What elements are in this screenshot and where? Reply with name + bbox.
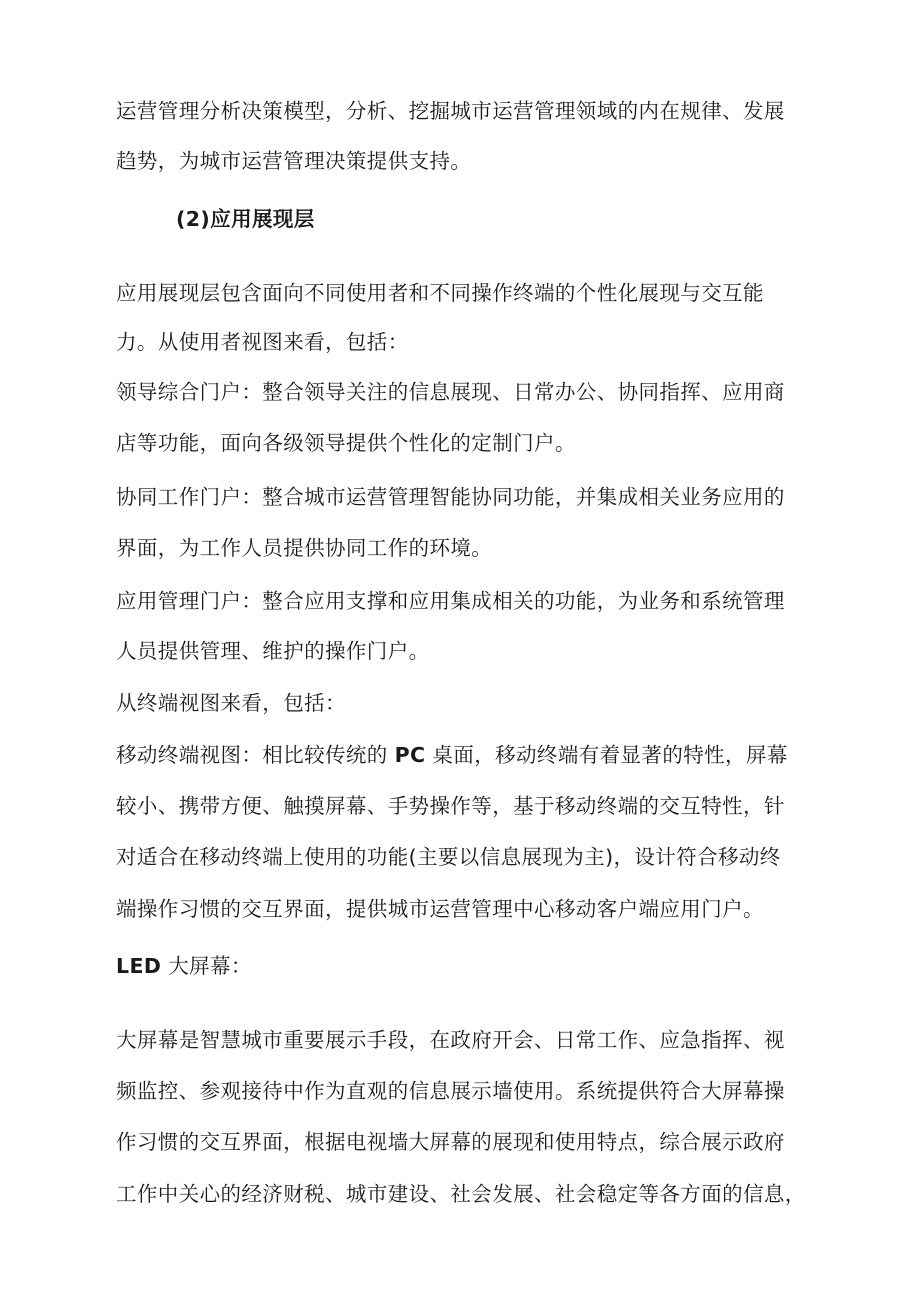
section-heading-text: (2)应用展现层 <box>176 207 315 231</box>
mobile-view-line-2: 较小、携带方便、触摸屏幕、手势操作等，基于移动终端的交互特性，针 <box>116 794 785 818</box>
collab-portal-line-2: 界面，为工作人员提供协同工作的环境。 <box>116 536 493 560</box>
leader-portal-line-2: 店等功能，面向各级领导提供个性化的定制门户。 <box>116 431 576 455</box>
paragraph-2-line-2: 力。从使用者视图来看，包括： <box>116 330 409 354</box>
paragraph-2-line-1: 应用展现层包含面向不同使用者和不同操作终端的个性化展现与交互能 <box>116 281 764 305</box>
mobile-view-line-4: 端操作习惯的交互界面，提供城市运营管理中心移动客户端应用门户。 <box>116 897 764 921</box>
section-heading <box>176 204 315 234</box>
led-paragraph-line-1: 大屏幕是智慧城市重要展示手段，在政府开会、日常工作、应急指挥、视 <box>116 1028 785 1052</box>
app-mgmt-portal-line-2: 人员提供管理、维护的操作门户。 <box>116 639 430 663</box>
mobile-view-line-1-part-a: 移动终端视图：相比较传统的 <box>116 743 388 767</box>
mobile-view-line-1-part-b: 桌面，移动终端有着显著的特性，屏幕 <box>432 743 788 767</box>
app-mgmt-portal-line-1: 应用管理门户：整合应用支撑和应用集成相关的功能，为业务和系统管理 <box>116 589 785 613</box>
led-paragraph-line-3: 作习惯的交互界面，根据电视墙大屏幕的展现和使用特点，综合展示政府 <box>116 1130 785 1154</box>
paragraph-1-line-1: 运营管理分析决策模型，分析、挖掘城市运营管理领域的内在规律、发展 <box>116 99 785 123</box>
mobile-view-line-3: 对适合在移动终端上使用的功能(主要以信息展现为主)，设计符合移动终 <box>116 845 781 869</box>
mobile-view-line-1 <box>116 740 788 770</box>
leader-portal-line-1: 领导综合门户：整合领导关注的信息展现、日常办公、协同指挥、应用商 <box>116 380 785 404</box>
paragraph-1-line-2: 趋势，为城市运营管理决策提供支持。 <box>116 149 472 173</box>
led-heading <box>116 951 252 981</box>
collab-portal-line-1: 协同工作门户：整合城市运营管理智能协同功能，并集成相关业务应用的 <box>116 485 785 509</box>
led-paragraph-line-4: 工作中关心的经济财税、城市建设、社会发展、社会稳定等各方面的信息， <box>116 1182 806 1206</box>
mobile-view-pc-term: PC <box>394 743 426 767</box>
led-heading-led: LED <box>116 954 162 978</box>
terminal-view-intro: 从终端视图来看，包括： <box>116 691 346 715</box>
led-heading-rest: 大屏幕： <box>168 954 252 978</box>
led-paragraph-line-2: 频监控、参观接待中作为直观的信息展示墙使用。系统提供符合大屏幕操 <box>116 1079 785 1103</box>
